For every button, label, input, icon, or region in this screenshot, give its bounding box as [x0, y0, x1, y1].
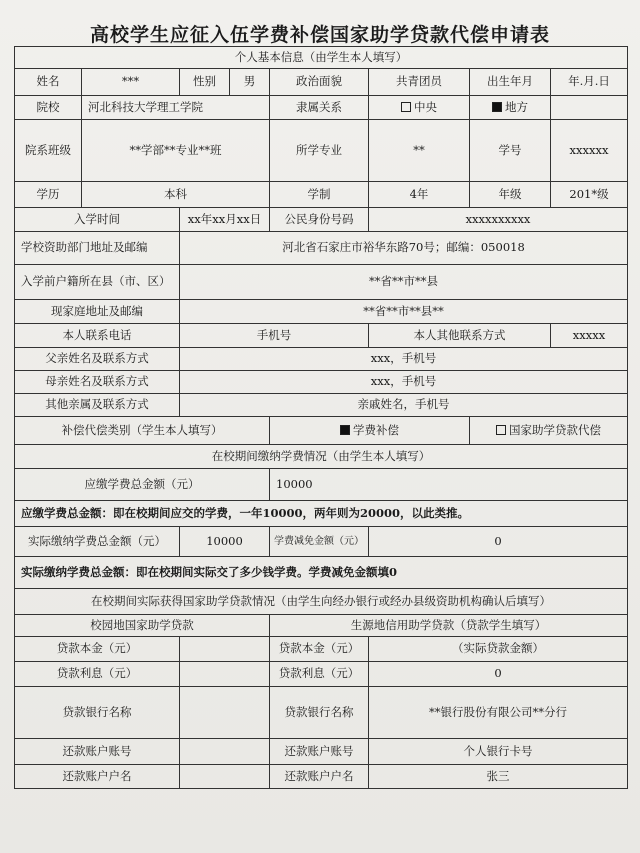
due-label: 应缴学费总金额（元）	[15, 469, 270, 501]
waiver-value: 0	[369, 527, 628, 557]
origin-bank-value: **银行股份有限公司**分行	[369, 687, 628, 739]
other-contact-label: 本人其他联系方式	[369, 324, 551, 348]
personal-section-title: 个人基本信息（由学生本人填写）	[15, 47, 628, 69]
tuition-option[interactable]: 学费补偿	[270, 417, 470, 445]
grade-value: 201*级	[551, 182, 628, 208]
due-note: 应缴学费总金额：即在校期间应交的学费，一年10000，两年则为20000，以此类推。	[15, 501, 628, 527]
hukou-label: 入学前户籍所在县（市、区）	[15, 265, 180, 300]
birth-label: 出生年月	[470, 69, 551, 96]
checkbox-empty-icon	[496, 425, 506, 435]
campus-account-name-value	[180, 765, 270, 789]
origin-principal-value: （实际贷款金额）	[369, 637, 628, 662]
checkbox-checked-icon	[340, 425, 350, 435]
id-value: xxxxxxxxxx	[369, 208, 628, 232]
gender-label: 性别	[180, 69, 230, 96]
due-value: 10000	[270, 469, 628, 501]
origin-account-name-value: 张三	[369, 765, 628, 789]
campus-loan-title: 校园地国家助学贷款	[15, 615, 270, 637]
campus-principal-value	[180, 637, 270, 662]
gender-value: 男	[230, 69, 270, 96]
enroll-value: xx年xx月xx日	[180, 208, 270, 232]
loan-option[interactable]: 国家助学贷款代偿	[470, 417, 628, 445]
student-id-label: 学号	[470, 120, 551, 182]
origin-principal-label: 贷款本金（元）	[270, 637, 369, 662]
other-contact-value: xxxxx	[551, 324, 628, 348]
origin-interest-value: 0	[369, 662, 628, 687]
political-label: 政治面貌	[270, 69, 369, 96]
hukou-value: **省**市**县	[180, 265, 628, 300]
form-title: 高校学生应征入伍学费补偿国家助学贷款代偿申请表	[89, 24, 550, 46]
enroll-label: 入学时间	[15, 208, 180, 232]
tuition-section-title: 在校期间缴纳学费情况（由学生本人填写）	[15, 445, 628, 469]
paid-note: 实际缴纳学费总金额：即在校期间实际交了多少钱学费。学费减免金额填0	[15, 557, 628, 589]
mother-label: 母亲姓名及联系方式	[15, 371, 180, 394]
campus-account-label: 还款账户账号	[15, 739, 180, 765]
dept-value: **学部**专业**班	[82, 120, 270, 182]
loan-section-title: 在校期间实际获得国家助学贷款情况（由学生向经办银行或经办县级资助机构确认后填写）	[15, 589, 628, 615]
origin-account-value: 个人银行卡号	[369, 739, 628, 765]
duration-value: 4年	[369, 182, 470, 208]
duration-label: 学制	[270, 182, 369, 208]
name-value: ***	[82, 69, 180, 96]
origin-account-label: 还款账户账号	[270, 739, 369, 765]
political-value: 共青团员	[369, 69, 470, 96]
student-id-value: xxxxxx	[551, 120, 628, 182]
grade-label: 年级	[470, 182, 551, 208]
checkbox-empty-icon	[401, 102, 411, 112]
father-value: xxx，手机号	[180, 348, 628, 371]
relative-value: 亲戚姓名，手机号	[180, 394, 628, 417]
checkbox-checked-icon	[492, 102, 502, 112]
campus-principal-label: 贷款本金（元）	[15, 637, 180, 662]
paid-label: 实际缴纳学费总金额（元）	[15, 527, 180, 557]
mother-value: xxx，手机号	[180, 371, 628, 394]
paid-value: 10000	[180, 527, 270, 557]
birth-value: 年.月.日	[551, 69, 628, 96]
dept-label: 院系班级	[15, 120, 82, 182]
home-label: 现家庭地址及邮编	[15, 300, 180, 324]
major-value: **	[369, 120, 470, 182]
waiver-label: 学费减免金额（元）	[270, 527, 369, 557]
school-value: 河北科技大学理工学院	[82, 96, 270, 120]
major-label: 所学专业	[270, 120, 369, 182]
school-label: 院校	[15, 96, 82, 120]
campus-interest-label: 贷款利息（元）	[15, 662, 180, 687]
local-option[interactable]: 地方	[470, 96, 551, 120]
campus-account-name-label: 还款账户户名	[15, 765, 180, 789]
origin-bank-label: 贷款银行名称	[270, 687, 369, 739]
campus-account-value	[180, 739, 270, 765]
campus-bank-value	[180, 687, 270, 739]
relative-label: 其他亲属及联系方式	[15, 394, 180, 417]
id-label: 公民身份号码	[270, 208, 369, 232]
phone-value: 手机号	[180, 324, 369, 348]
campus-bank-label: 贷款银行名称	[15, 687, 180, 739]
home-value: **省**市**县**	[180, 300, 628, 324]
name-label: 姓名	[15, 69, 82, 96]
aid-addr-value: 河北省石家庄市裕华东路70号；邮编：050018	[180, 232, 628, 265]
origin-account-name-label: 还款账户户名	[270, 765, 369, 789]
campus-interest-value	[180, 662, 270, 687]
blank-cell	[551, 96, 628, 120]
father-label: 父亲姓名及联系方式	[15, 348, 180, 371]
aid-addr-label: 学校资助部门地址及邮编	[15, 232, 180, 265]
edu-label: 学历	[15, 182, 82, 208]
affiliation-label: 隶属关系	[270, 96, 369, 120]
edu-value: 本科	[82, 182, 270, 208]
comp-type-label: 补偿代偿类别（学生本人填写）	[15, 417, 270, 445]
origin-interest-label: 贷款利息（元）	[270, 662, 369, 687]
origin-loan-title: 生源地信用助学贷款（贷款学生填写）	[270, 615, 628, 637]
phone-label: 本人联系电话	[15, 324, 180, 348]
central-option[interactable]: 中央	[369, 96, 470, 120]
application-form-table	[14, 46, 628, 789]
